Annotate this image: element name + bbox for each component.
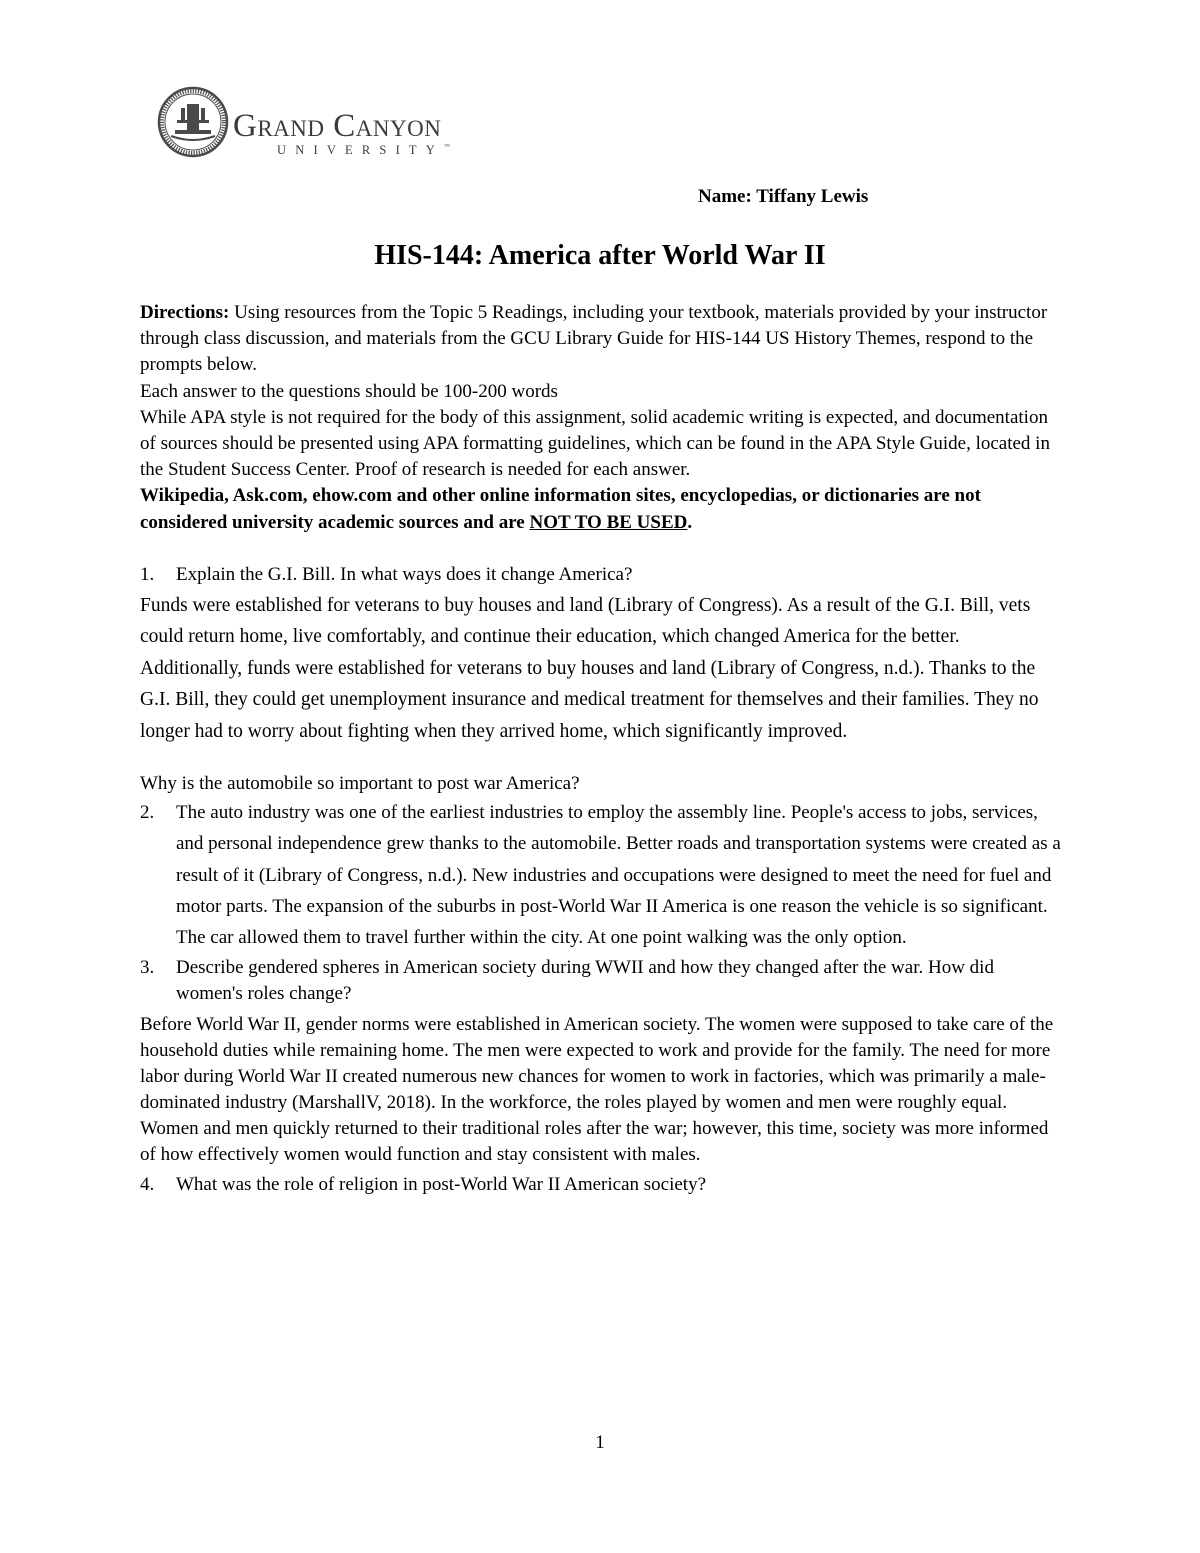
question-3 bbox=[140, 955, 1065, 1007]
question-prompt: What was the role of religion in post-World War II American society? bbox=[176, 1173, 707, 1195]
warning-underlined: NOT TO BE USED bbox=[529, 511, 688, 533]
question-number: 2. bbox=[140, 802, 155, 824]
university-subtitle bbox=[277, 143, 450, 158]
answer-3: Before World War II, gender norms were established in American society. The women were supposed to take care of the household duties while remaining home. The men were expected to work and provide for the family. The need for more labor during World War II created numerous new chances for women to work in factories, which was primarily a male-dominated industry (MarshallV, 2018). In the workforce, the roles played by women and men were roughly equal. Women and men quickly returned to their traditional roles after the war; however, this time, society was more informed of how effectively women would function and stay consistent with males. bbox=[140, 1013, 1054, 1165]
question-number: 4. bbox=[140, 1173, 155, 1195]
warning-text: Wikipedia, Ask.com, ehow.com and other online information sites, encyclopedias, or dictionaries are not considered university academic sources and are bbox=[140, 485, 981, 533]
spacer bbox=[140, 536, 1065, 564]
warning-end: . bbox=[687, 511, 693, 533]
document-body bbox=[140, 300, 1065, 1198]
university-wordmark: Grand Canyon bbox=[233, 108, 442, 144]
directions-apa: While APA style is not required for the body of this assignment, solid academic writing is expected, and documentation of sources should be presented using APA formatting guidelines, which can be found in the APA Style Guide, located in the Student Success Center. Proof of research is needed for each answer. bbox=[140, 406, 1050, 481]
answer-2 bbox=[140, 797, 1065, 953]
directions-text: Using resources from the Topic 5 Readings, including your textbook, materials provided by your instructor through class discussion, and materials from the GCU Library Guide for HIS-144 US History Themes, respond to the prompts below. bbox=[140, 302, 1048, 376]
university-seal-icon bbox=[157, 86, 229, 158]
trademark-mark: ™ bbox=[444, 144, 450, 150]
directions-label: Directions: bbox=[140, 302, 230, 323]
spacer bbox=[140, 747, 1065, 771]
question-1 bbox=[140, 562, 1065, 588]
question-prompt: Describe gendered spheres in American society during WWII and how they changed after the war. How did women's roles change? bbox=[176, 957, 994, 1005]
directions-word-count: Each answer to the questions should be 100-200 words bbox=[140, 380, 558, 402]
university-logo bbox=[157, 86, 477, 160]
directions-paragraph bbox=[140, 300, 1065, 379]
page-number: 1 bbox=[595, 1432, 605, 1453]
question-4 bbox=[140, 1172, 1065, 1198]
question-2-prompt: Why is the automobile so important to post war America? bbox=[140, 773, 580, 795]
directions-warning bbox=[140, 483, 1065, 535]
question-number: 3. bbox=[140, 957, 155, 979]
question-number: 1. bbox=[140, 563, 155, 585]
question-prompt: Explain the G.I. Bill. In what ways does it change America? bbox=[176, 563, 633, 585]
student-name: Name: Tiffany Lewis bbox=[698, 186, 869, 207]
answer-2-text: The auto industry was one of the earliest industries to employ the assembly line. People's access to jobs, services, and personal independence grew thanks to the automobile. Better roads and transportation systems were created as a result of it (Library of Congress, n.d.). New industries and occupations were designed to meet the need for fuel and motor parts. The expansion of the suburbs in post-World War II America is one reason the vehicle is so significant. The car allowed them to travel further within the city. At one point walking was the only option. bbox=[176, 802, 1061, 949]
answer-1: Funds were established for veterans to buy houses and land (Library of Congress). As a result of the G.I. Bill, vets could return home, live comfortably, and continue their education, which changed America for the better. Additionally, funds were established for veterans to buy houses and land (Library of Congress, n.d.). Thanks to the G.I. Bill, they could get unemployment insurance and medical treatment for themselves and their families. They no longer had to worry about fighting when they arrived home, which significantly improved. bbox=[140, 595, 1039, 742]
university-subtitle-text: UNIVERSITY bbox=[277, 143, 444, 157]
document-title: HIS-144: America after World War II bbox=[374, 240, 826, 271]
